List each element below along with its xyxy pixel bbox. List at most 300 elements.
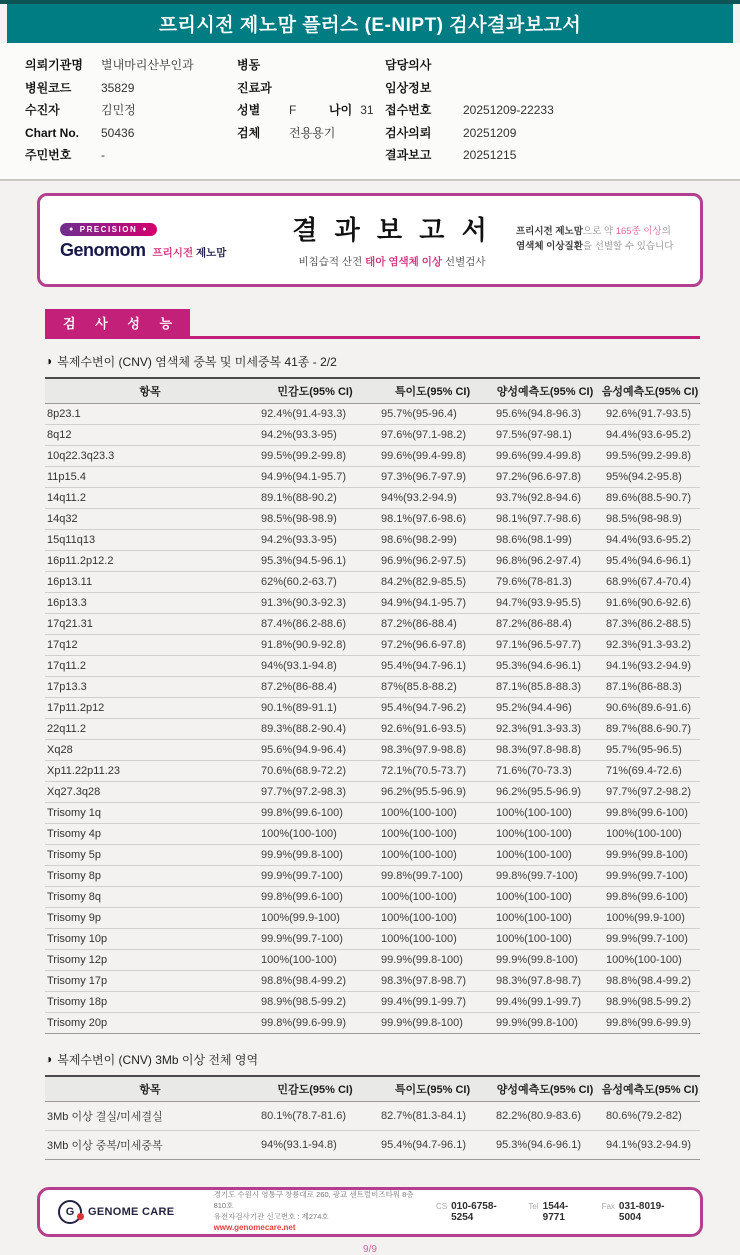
table-row (45, 508, 700, 529)
logo-red-dot-icon (77, 1213, 84, 1220)
value-cell: 99.9%(99.8-100) (600, 844, 700, 865)
item-cell: 14q32 (45, 508, 255, 529)
value-cell: 99.9%(99.8-100) (375, 949, 490, 970)
value-cell: 89.6%(88.5-90.7) (600, 487, 700, 508)
value-cell: 82.7%(81.3-84.1) (375, 1101, 490, 1130)
value-cell: 100%(100-100) (490, 823, 600, 844)
info-field-value: 35829 (101, 80, 135, 95)
footer-contact-value: 031-8019-5004 (618, 1200, 665, 1223)
table-row (45, 445, 700, 466)
item-cell: 8p23.1 (45, 403, 255, 424)
value-cell: 82.2%(80.9-83.6) (490, 1101, 600, 1130)
value-cell: 100%(100-100) (375, 928, 490, 949)
table-row (45, 928, 700, 949)
info-field-value: 별내마리산부인과 (101, 58, 194, 72)
note-post-1: 의 (661, 225, 671, 237)
item-cell: 3Mb 이상 결실/미세결실 (45, 1101, 255, 1130)
value-cell: 98.8%(98.4-99.2) (255, 970, 375, 991)
value-cell: 95.3%(94.6-96.1) (490, 1130, 600, 1159)
value-cell: 87.2%(86-88.4) (375, 613, 490, 634)
cnv-table2-caption (45, 1051, 740, 1068)
precision-badge (60, 223, 157, 236)
item-cell: 11p15.4 (45, 466, 255, 487)
value-cell: 96.9%(96.2-97.5) (375, 550, 490, 571)
subtitle-post: 선별검사 (442, 256, 486, 268)
info-field (385, 77, 730, 100)
value-cell: 99.8%(99.6-100) (255, 886, 375, 907)
item-cell: 22q11.2 (45, 718, 255, 739)
item-cell: 16p13.11 (45, 571, 255, 592)
item-cell: 17q12 (45, 634, 255, 655)
value-cell: 87.2%(86-88.4) (255, 676, 375, 697)
value-cell: 91.8%(90.9-92.8) (255, 634, 375, 655)
footer-contact (602, 1201, 680, 1223)
value-cell: 100%(100-100) (375, 802, 490, 823)
value-cell: 87.2%(86-88.4) (490, 613, 600, 634)
info-field-label: 병원코드 (25, 80, 72, 95)
value-cell: 100%(100-100) (600, 949, 700, 970)
value-cell: 95.2%(94.4-96) (490, 697, 600, 718)
patient-info-col-3 (385, 54, 730, 167)
column-header: 음성예측도(95% CI) (600, 378, 700, 404)
value-cell: 99.8%(99.6-99.9) (255, 1012, 375, 1033)
footer-address-line1: 경기도 수원시 영통구 창룡대로 260, 광교 센트럴비즈타워 8층 810호 (213, 1189, 414, 1210)
value-cell: 99.5%(99.2-99.8) (255, 445, 375, 466)
badge-left-dot-icon: ● (69, 226, 75, 233)
item-cell: 16p11.2p12.2 (45, 550, 255, 571)
logo-letter: G (65, 1205, 75, 1218)
footer-contact (528, 1201, 585, 1223)
header-row (45, 378, 700, 404)
cnv-table2-caption-text: 복제수변이 (CNV) 3Mb 이상 전체 영역 (57, 1052, 259, 1067)
value-cell: 94.2%(93.3-95) (255, 529, 375, 550)
table-row (45, 781, 700, 802)
value-cell: 95.7%(95-96.4) (375, 403, 490, 424)
table-row (45, 802, 700, 823)
value-cell: 95.4%(94.6-96.1) (600, 550, 700, 571)
genome-care-logo (58, 1200, 198, 1224)
value-cell: 89.1%(88-90.2) (255, 487, 375, 508)
item-cell: Trisomy 10p (45, 928, 255, 949)
cnv-table1-caption (45, 353, 740, 370)
value-cell: 100%(100-100) (490, 928, 600, 949)
value-cell: 97.6%(97.1-98.2) (375, 424, 490, 445)
column-header: 특이도(95% CI) (375, 1076, 490, 1102)
value-cell: 100%(100-100) (490, 907, 600, 928)
column-header: 항목 (45, 378, 255, 404)
info-field-value: 전용용기 (289, 125, 336, 140)
footer-contact-value: 010-6758-5254 (451, 1200, 497, 1223)
genome-care-logo-text: GENOME CARE (88, 1205, 175, 1218)
value-cell: 91.3%(90.3-92.3) (255, 592, 375, 613)
value-cell: 95.3%(94.5-96.1) (255, 550, 375, 571)
section-header-bar (45, 309, 700, 339)
value-cell: 94.4%(93.6-95.2) (600, 529, 700, 550)
table-row (45, 865, 700, 886)
item-cell: Trisomy 20p (45, 1012, 255, 1033)
cnv-table1-body (45, 403, 700, 1033)
info-field-label: Chart No. (25, 125, 79, 140)
info-field (237, 99, 385, 122)
footer-contact-label: CS (436, 1201, 448, 1211)
value-cell: 95%(94.2-95.8) (600, 466, 700, 487)
value-cell: 98.1%(97.6-98.6) (375, 508, 490, 529)
info-field-label: 결과보고 (385, 148, 432, 162)
table-row (45, 424, 700, 445)
value-cell: 98.1%(97.7-98.6) (490, 508, 600, 529)
item-cell: Trisomy 8p (45, 865, 255, 886)
info-field-value: 50436 (101, 125, 135, 140)
item-cell: 17q11.2 (45, 655, 255, 676)
table-row (45, 592, 700, 613)
value-cell: 94%(93.1-94.8) (255, 655, 375, 676)
table-row (45, 655, 700, 676)
info-field-value: F (289, 103, 297, 117)
value-cell: 87.1%(85.8-88.3) (490, 676, 600, 697)
table-row (45, 844, 700, 865)
item-cell: Trisomy 18p (45, 991, 255, 1012)
info-field (385, 54, 730, 77)
item-cell: 10q22.3q23.3 (45, 445, 255, 466)
table-row (45, 613, 700, 634)
brand-subtitle (153, 245, 227, 260)
value-cell: 95.7%(95-96.5) (600, 739, 700, 760)
value-cell: 98.5%(98-98.9) (255, 508, 375, 529)
column-header: 양성예측도(95% CI) (490, 1076, 600, 1102)
info-field-label: 주민번호 (25, 148, 72, 162)
info-field-value: - (101, 148, 105, 162)
info-field-label: 진료과 (237, 80, 272, 95)
footer-address-line2: 유전자검사기관 신고번호 : 제274호 (213, 1212, 329, 1222)
info-field-label: 임상정보 (385, 80, 432, 95)
item-cell: Trisomy 17p (45, 970, 255, 991)
value-cell: 72.1%(70.5-73.7) (375, 760, 490, 781)
footer-website-link[interactable]: www.genomecare.net (213, 1223, 296, 1233)
value-cell: 97.1%(96.5-97.7) (490, 634, 600, 655)
value-cell: 99.5%(99.2-99.8) (600, 445, 700, 466)
item-cell: Xq28 (45, 739, 255, 760)
table-row (45, 1130, 700, 1159)
info-field-label: 담당의사 (385, 58, 432, 72)
table-row (45, 991, 700, 1012)
value-cell: 93.7%(92.8-94.6) (490, 487, 600, 508)
value-cell: 94%(93.2-94.9) (375, 487, 490, 508)
info-field (385, 144, 730, 167)
item-cell: Xq27.3q28 (45, 781, 255, 802)
footer-contact-label: Tel (528, 1201, 539, 1211)
value-cell: 100%(100-100) (490, 844, 600, 865)
cnv-table2-head (45, 1076, 700, 1102)
value-cell: 94%(93.1-94.8) (255, 1130, 375, 1159)
result-report-title-block (268, 210, 516, 269)
value-cell: 98.3%(97.8-98.7) (490, 970, 600, 991)
value-cell: 94.7%(93.9-95.5) (490, 592, 600, 613)
info-field (385, 122, 730, 145)
value-cell: 84.2%(82.9-85.5) (375, 571, 490, 592)
value-cell: 92.6%(91.7-93.5) (600, 403, 700, 424)
value-cell: 87%(85.8-88.2) (375, 676, 490, 697)
half-circle-bullet-icon: ◑ (45, 1052, 53, 1066)
info-field (385, 99, 730, 122)
info-field (25, 77, 237, 100)
column-header: 특이도(95% CI) (375, 378, 490, 404)
info-field-label: 병동 (237, 58, 261, 72)
info-field (237, 122, 385, 145)
value-cell: 100%(100-100) (375, 844, 490, 865)
info-field-label: 검체 (237, 125, 261, 140)
half-circle-bullet-icon: ◑ (45, 354, 53, 368)
info-field-value: 20251209 (463, 125, 517, 140)
table-row (45, 949, 700, 970)
section-title-badge: 검 사 성 능 (45, 309, 190, 336)
precision-badge-label: PRECISION (79, 225, 138, 234)
info-field-value: 20251209-22233 (463, 103, 554, 117)
value-cell: 98.5%(98-98.9) (600, 508, 700, 529)
value-cell: 100%(100-100) (255, 949, 375, 970)
item-cell: Trisomy 8q (45, 886, 255, 907)
value-cell: 87.1%(86-88.3) (600, 676, 700, 697)
footer-contact-box (37, 1187, 703, 1237)
item-cell: 16p13.3 (45, 592, 255, 613)
value-cell: 100%(100-100) (375, 823, 490, 844)
info-field-value: 20251215 (463, 148, 517, 162)
subtitle-pre: 비침습적 산전 (298, 256, 366, 268)
value-cell: 95.6%(94.8-96.3) (490, 403, 600, 424)
column-header: 민감도(95% CI) (255, 1076, 375, 1102)
table-row (45, 697, 700, 718)
value-cell: 98.3%(97.9-98.8) (375, 739, 490, 760)
column-header: 양성예측도(95% CI) (490, 378, 600, 404)
value-cell: 92.3%(91.3-93.2) (600, 634, 700, 655)
table-row (45, 907, 700, 928)
subtitle-accent: 태아 염색체 이상 (365, 256, 443, 268)
table-row (45, 760, 700, 781)
value-cell: 71.6%(70-73.3) (490, 760, 600, 781)
info-field-label: 성별 (237, 103, 261, 117)
value-cell: 98.3%(97.8-98.7) (375, 970, 490, 991)
cnv-table1-head (45, 378, 700, 404)
value-cell: 99.8%(99.6-100) (255, 802, 375, 823)
item-cell: Xp11.22p11.23 (45, 760, 255, 781)
item-cell: 3Mb 이상 중복/미세중복 (45, 1130, 255, 1159)
value-cell: 94.4%(93.6-95.2) (600, 424, 700, 445)
info-field (25, 54, 237, 77)
note-bold-2: 염색체 이상질환 (516, 240, 583, 252)
report-title: 프리시전 제노맘 플러스 (E-NIPT) 검사결과보고서 (158, 15, 582, 36)
table-row (45, 550, 700, 571)
value-cell: 68.9%(67.4-70.4) (600, 571, 700, 592)
value-cell: 99.9%(99.7-100) (600, 865, 700, 886)
value-cell: 94.9%(94.1-95.7) (375, 592, 490, 613)
value-cell: 100%(100-100) (375, 907, 490, 928)
value-cell: 99.9%(99.7-100) (600, 928, 700, 949)
table-row (45, 886, 700, 907)
info-field-value-2: 31 (360, 103, 374, 117)
value-cell: 99.4%(99.1-99.7) (375, 991, 490, 1012)
value-cell: 94.2%(93.3-95) (255, 424, 375, 445)
brand-sub-dark: 제노맘 (196, 247, 227, 259)
table-row (45, 1012, 700, 1033)
table-row (45, 718, 700, 739)
item-cell: Trisomy 12p (45, 949, 255, 970)
result-report-title: 결 과 보 고 서 (292, 215, 492, 245)
info-field (25, 144, 237, 167)
column-header: 항목 (45, 1076, 255, 1102)
item-cell: 17q21.31 (45, 613, 255, 634)
item-cell: Trisomy 5p (45, 844, 255, 865)
value-cell: 71%(69.4-72.6) (600, 760, 700, 781)
value-cell: 90.1%(89-91.1) (255, 697, 375, 718)
value-cell: 95.4%(94.7-96.2) (375, 697, 490, 718)
brand-sub-accent: 프리시전 (152, 247, 194, 259)
value-cell: 96.2%(95.5-96.9) (490, 781, 600, 802)
table-row (45, 970, 700, 991)
value-cell: 89.3%(88.2-90.4) (255, 718, 375, 739)
value-cell: 100%(100-100) (600, 823, 700, 844)
value-cell: 99.8%(99.6-100) (600, 802, 700, 823)
value-cell: 99.6%(99.4-99.8) (490, 445, 600, 466)
cnv-table2-body (45, 1101, 700, 1159)
value-cell: 99.9%(99.7-100) (255, 928, 375, 949)
value-cell: 87.3%(86.2-88.5) (600, 613, 700, 634)
item-cell: 17p13.3 (45, 676, 255, 697)
table-row (45, 823, 700, 844)
patient-info-col-1 (25, 54, 237, 167)
value-cell: 70.6%(68.9-72.2) (255, 760, 375, 781)
value-cell: 92.4%(91.4-93.3) (255, 403, 375, 424)
note-accent-1: 165종 이상 (615, 225, 662, 237)
table-row (45, 466, 700, 487)
value-cell: 94.9%(94.1-95.7) (255, 466, 375, 487)
note-bold-1: 프리시전 제노맘 (516, 225, 583, 237)
page-number: 9/9 (363, 1243, 377, 1255)
genomom-logo-text: Genomom (60, 240, 146, 260)
value-cell: 99.9%(99.8-100) (255, 844, 375, 865)
value-cell: 95.3%(94.6-96.1) (490, 655, 600, 676)
value-cell: 79.6%(78-81.3) (490, 571, 600, 592)
patient-info-col-2 (237, 54, 385, 167)
value-cell: 97.7%(97.2-98.3) (255, 781, 375, 802)
value-cell: 98.9%(98.5-99.2) (255, 991, 375, 1012)
value-cell: 99.8%(99.6-100) (600, 886, 700, 907)
table-row (45, 403, 700, 424)
value-cell: 99.8%(99.7-100) (490, 865, 600, 886)
table-row (45, 739, 700, 760)
value-cell: 99.9%(99.8-100) (490, 1012, 600, 1033)
value-cell: 98.3%(97.8-98.8) (490, 739, 600, 760)
item-cell: 17p11.2p12 (45, 697, 255, 718)
value-cell: 97.2%(96.6-97.8) (490, 466, 600, 487)
value-cell: 80.6%(79.2-82) (600, 1101, 700, 1130)
value-cell: 96.2%(95.5-96.9) (375, 781, 490, 802)
info-field-label: 검사의뢰 (385, 125, 432, 140)
value-cell: 100%(100-100) (490, 886, 600, 907)
info-field (237, 54, 385, 77)
badge-right-dot-icon: ● (142, 226, 148, 233)
table-row (45, 676, 700, 697)
value-cell: 98.6%(98.2-99) (375, 529, 490, 550)
value-cell: 99.9%(99.8-100) (375, 1012, 490, 1033)
value-cell: 97.3%(96.7-97.9) (375, 466, 490, 487)
info-field-label: 수진자 (25, 103, 60, 117)
value-cell: 95.4%(94.7-96.1) (375, 1130, 490, 1159)
value-cell: 91.6%(90.6-92.6) (600, 592, 700, 613)
value-cell: 92.3%(91.3-93.3) (490, 718, 600, 739)
column-header: 음성예측도(95% CI) (600, 1076, 700, 1102)
value-cell: 97.5%(97-98.1) (490, 424, 600, 445)
genomom-brand-block (60, 218, 268, 261)
value-cell: 90.6%(89.6-91.6) (600, 697, 700, 718)
footer-contacts (436, 1201, 680, 1223)
item-cell: 15q11q13 (45, 529, 255, 550)
patient-info-section (0, 43, 740, 181)
value-cell: 98.6%(98.1-99) (490, 529, 600, 550)
value-cell: 94.1%(93.2-94.9) (600, 655, 700, 676)
value-cell: 80.1%(78.7-81.6) (255, 1101, 375, 1130)
info-field (25, 122, 237, 145)
value-cell: 89.7%(88.6-90.7) (600, 718, 700, 739)
column-header: 민감도(95% CI) (255, 378, 375, 404)
value-cell: 97.7%(97.2-98.2) (600, 781, 700, 802)
cnv-performance-table (45, 377, 700, 1034)
value-cell: 97.2%(96.6-97.8) (375, 634, 490, 655)
footer-contact-value: 1544-9771 (542, 1200, 569, 1223)
table-row (45, 634, 700, 655)
value-cell: 92.6%(91.6-93.5) (375, 718, 490, 739)
header-row (45, 1076, 700, 1102)
value-cell: 62%(60.2-63.7) (255, 571, 375, 592)
genome-care-logo-icon (58, 1200, 82, 1224)
value-cell: 100%(99.9-100) (255, 907, 375, 928)
table-row (45, 1101, 700, 1130)
result-report-subtitle (268, 254, 516, 269)
table-row (45, 571, 700, 592)
value-cell: 99.4%(99.1-99.7) (490, 991, 600, 1012)
footer-contact (436, 1201, 512, 1223)
value-cell: 99.8%(99.7-100) (375, 865, 490, 886)
cnv-table1-caption-text: 복제수변이 (CNV) 염색체 중복 및 미세중복 41종 - 2/2 (57, 354, 337, 369)
result-report-banner (37, 193, 703, 287)
value-cell: 99.9%(99.8-100) (490, 949, 600, 970)
banner-note (516, 225, 684, 254)
item-cell: Trisomy 9p (45, 907, 255, 928)
value-cell: 96.8%(96.2-97.4) (490, 550, 600, 571)
info-field-value: 김민정 (101, 103, 136, 117)
footer-address-block (214, 1189, 420, 1235)
value-cell: 98.9%(98.5-99.2) (600, 991, 700, 1012)
item-cell: Trisomy 4p (45, 823, 255, 844)
value-cell: 94.1%(93.2-94.9) (600, 1130, 700, 1159)
table-row (45, 487, 700, 508)
info-field-label-2: 나이 (329, 103, 353, 117)
value-cell: 99.8%(99.6-99.9) (600, 1012, 700, 1033)
cnv-3mb-table (45, 1075, 700, 1160)
info-field-label: 접수번호 (385, 103, 432, 117)
value-cell: 99.6%(99.4-99.8) (375, 445, 490, 466)
value-cell: 95.6%(94.9-96.4) (255, 739, 375, 760)
value-cell: 99.9%(99.7-100) (255, 865, 375, 886)
info-field-label: 의뢰기관명 (25, 58, 83, 72)
value-cell: 100%(100-100) (375, 886, 490, 907)
item-cell: 14q11.2 (45, 487, 255, 508)
note-mid-1: 으로 약 (582, 225, 616, 237)
footer-contact-label: Fax (601, 1201, 615, 1211)
value-cell: 95.4%(94.7-96.1) (375, 655, 490, 676)
report-title-band (7, 4, 733, 43)
item-cell: 8q12 (45, 424, 255, 445)
value-cell: 100%(99.9-100) (600, 907, 700, 928)
info-field (237, 77, 385, 100)
